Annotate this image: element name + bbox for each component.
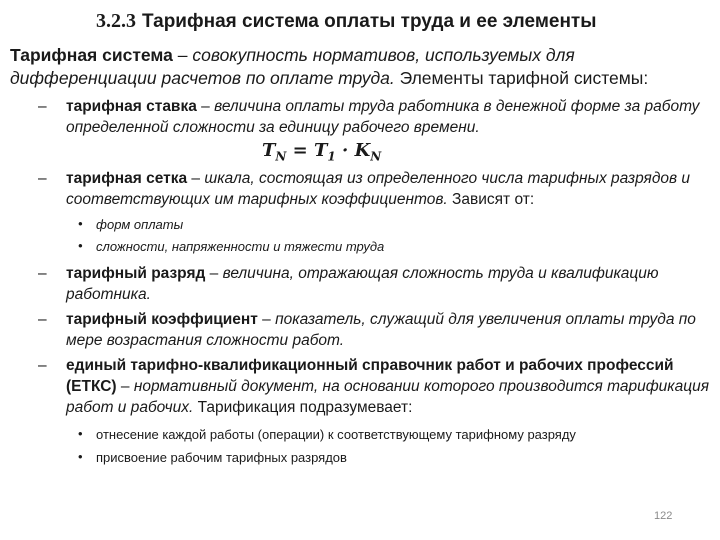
dash-marker: – (38, 311, 47, 328)
title-text: Тарифная система оплаты труда и ее элементы (142, 11, 597, 32)
intro-rest: Элементы тарифной системы: (394, 68, 649, 88)
sub-item-text: присвоение рабочим тарифных разрядов (96, 450, 347, 465)
bullet-marker: • (78, 238, 83, 253)
item-rest: Тарификация подразумевает: (193, 399, 413, 416)
sub-item (78, 238, 385, 256)
sub-item (78, 449, 347, 467)
formula-k: K (354, 140, 371, 161)
formula-t: T (314, 140, 328, 161)
item-term: тарифный разряд (66, 265, 206, 282)
item-sep: – (205, 265, 223, 282)
formula-dot: · (335, 140, 355, 161)
formula-lhs-sub: N (275, 149, 287, 164)
formula-lhs: T (262, 140, 276, 161)
sub-item-text: отнесение каждой работы (операции) к соответствующему тарифному разряду (96, 427, 576, 442)
item-definition: величина оплаты труда работника в денежной форме за работу определенной сложности за единицу рабочего времени. (66, 98, 700, 136)
intro-dash: – (172, 45, 193, 65)
intro-paragraph (10, 44, 710, 90)
list-item-etks (38, 355, 714, 418)
intro-term: Тарифная система (10, 45, 173, 65)
dash-marker: – (38, 98, 47, 115)
item-sep: – (257, 311, 276, 328)
item-term: тарифная сетка (66, 170, 188, 187)
list-item-tariff-category (38, 263, 714, 305)
list-item-tariff-rate (38, 96, 714, 138)
item-definition: нормативный документ, на основании которого производится тарификация работ и рабочих. (66, 378, 709, 416)
dash-marker: – (38, 357, 47, 374)
item-term: тарифный коэффициент (66, 311, 258, 328)
item-definition: величина, отражающая сложность труда и квалификацию работника. (66, 265, 659, 303)
sub-item (78, 216, 184, 234)
formula-k-sub: N (370, 149, 382, 164)
dash-marker: – (38, 265, 47, 282)
bullet-marker: • (78, 426, 83, 441)
item-sep: – (116, 378, 134, 395)
item-sep: – (196, 98, 215, 115)
section-number: 3.2.3 (96, 10, 136, 32)
item-definition: шкала, состоящая из определенного числа тарифных разрядов и соответствующих им тарифных коэффициентов. (66, 170, 691, 208)
intro-definition: совокупность нормативов, используемых для дифференциации расчетов по оплате труда. (10, 45, 575, 88)
slide-title (96, 10, 596, 33)
formula-t-sub: 1 (327, 149, 336, 164)
sub-item-text: форм оплаты (96, 217, 184, 232)
sub-item (78, 426, 576, 444)
item-sep: – (187, 170, 205, 187)
page-number: 122 (654, 510, 673, 522)
formula (262, 140, 381, 164)
list-item-tariff-coefficient (38, 309, 714, 351)
item-term: тарифная ставка (66, 98, 197, 115)
dash-marker: – (38, 170, 47, 187)
item-term: единый тарифно-квалификационный справочник работ и рабочих профессий (ЕТКС) (66, 357, 674, 395)
item-definition: показатель, служащий для увеличения оплаты труда по мере возрастания сложности работ. (66, 311, 696, 349)
formula-eq: = (286, 140, 314, 161)
bullet-marker: • (78, 216, 83, 231)
bullet-marker: • (78, 449, 83, 464)
list-item-tariff-grid (38, 168, 714, 210)
item-rest: Зависят от: (447, 191, 535, 208)
sub-item-text: сложности, напряженности и тяжести труда (96, 239, 385, 254)
